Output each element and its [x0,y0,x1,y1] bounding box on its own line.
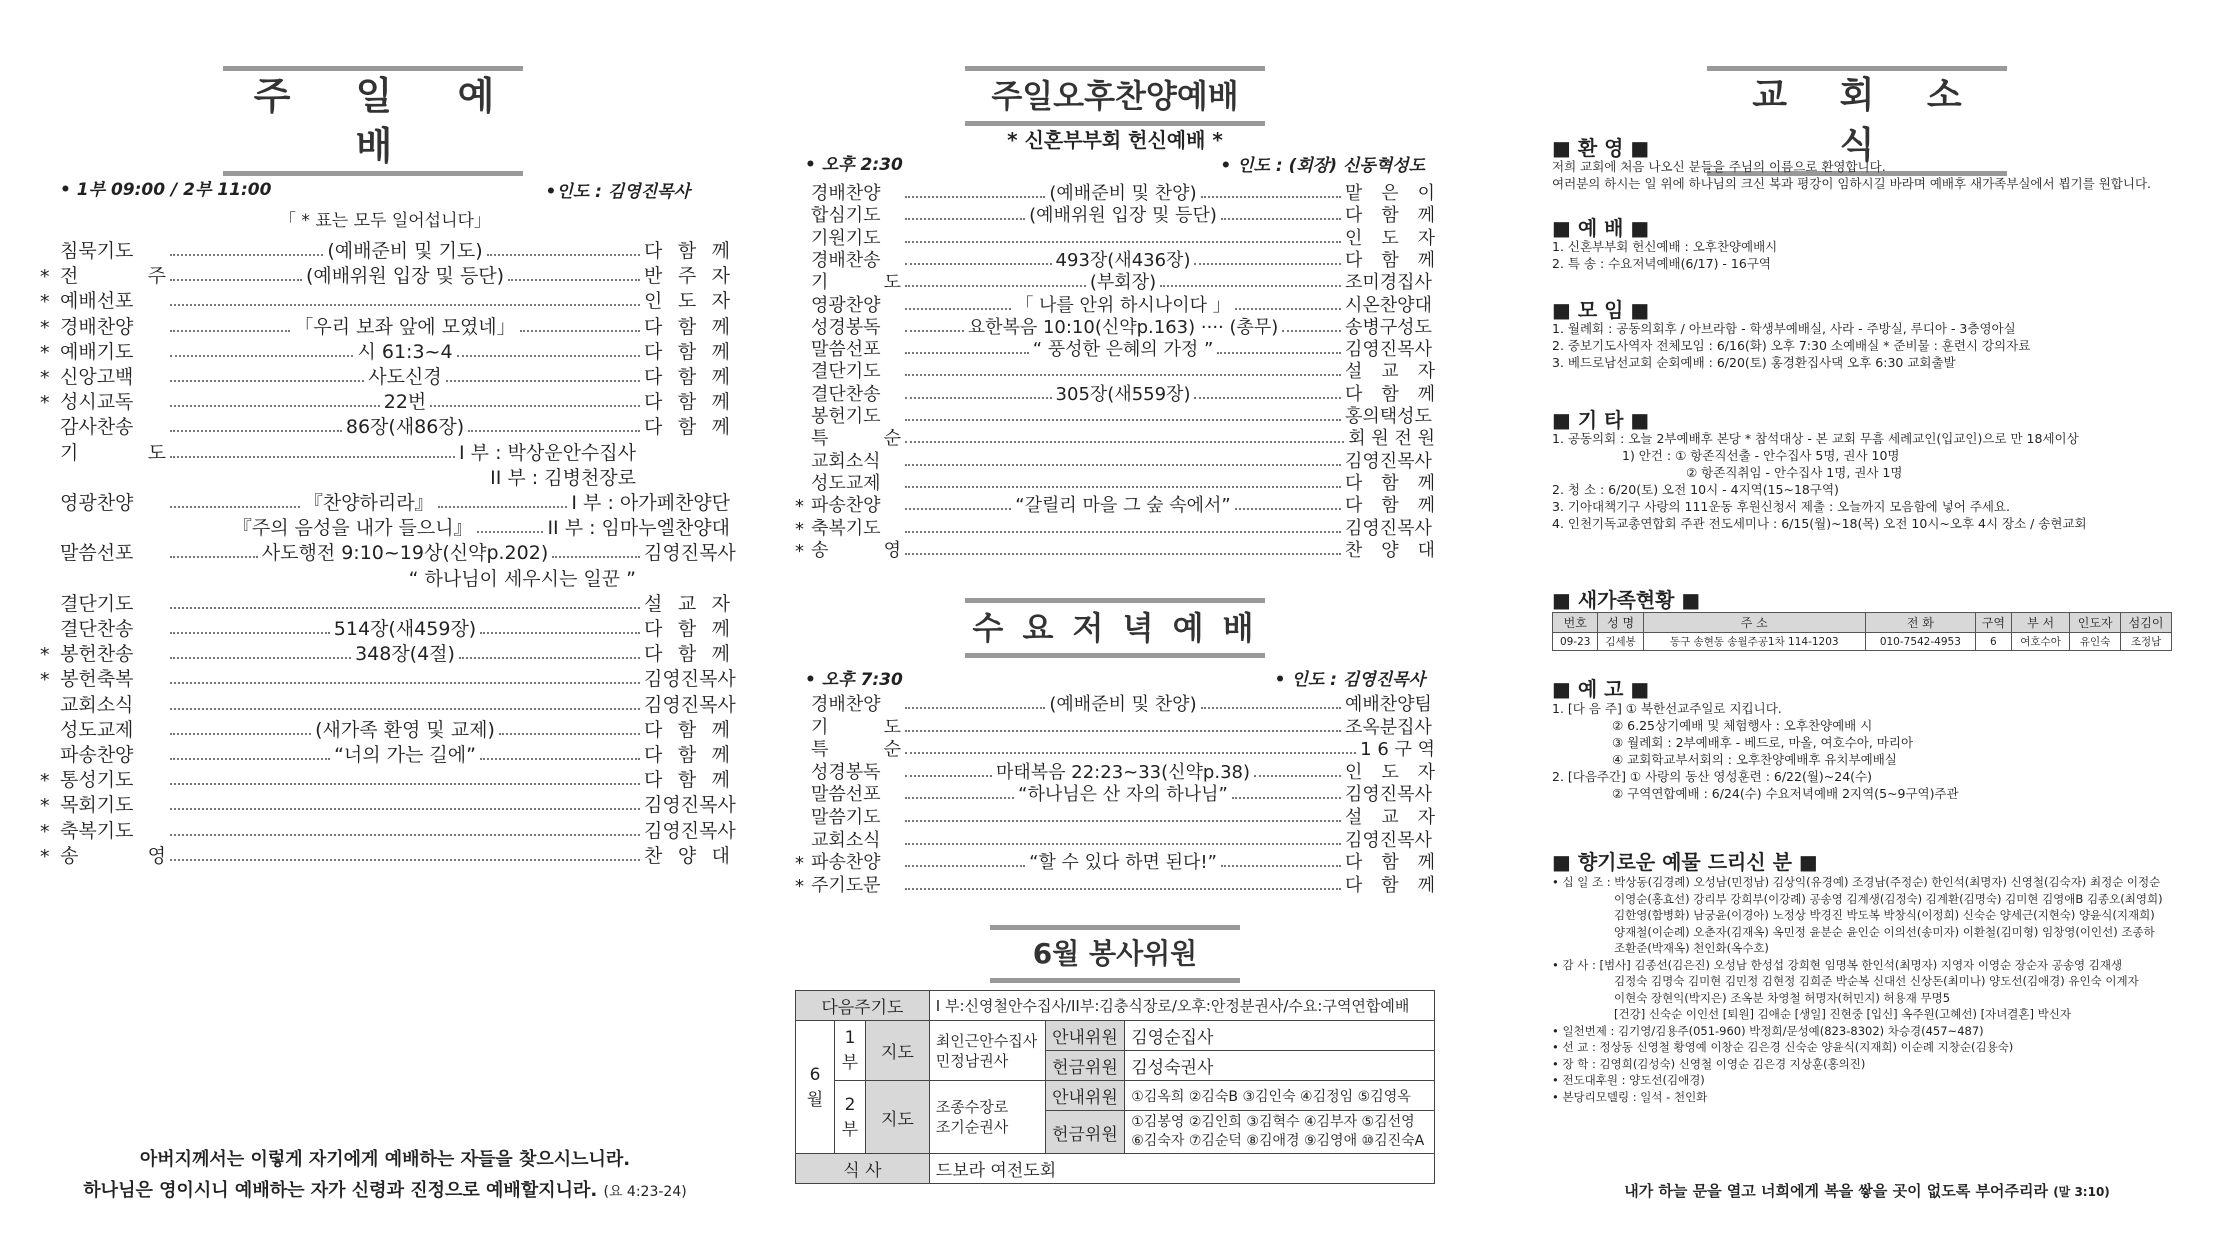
order-person: 송병구성도 [1345,316,1432,338]
order-row [40,260,730,288]
offering-line: • 전도대후원 : 양도선(김애경) [1552,1073,1705,1087]
order-content: 마태복음 22:23~33(신약p.38) [996,761,1251,783]
order-content: 「 나를 안위 하시나이다 」 [1015,294,1231,316]
worship-heading: ■ 예 배 ■ [1552,216,1650,240]
standing-mark: * [40,367,50,389]
order-person: 설 교 자 [1345,807,1435,828]
order-row [40,512,730,540]
order-label: 결단찬송 [60,618,134,640]
order-person: 설 교 자 [644,592,730,615]
order-person: 홍의택성도 [1345,406,1432,427]
standing-mark: * [40,266,50,289]
order-content: 요한복음 10:10(신약p.163) ···· (총무) [967,316,1279,338]
order-content: “ 하나님이 세우시는 일꾼 ” [408,567,636,590]
church-news-column [1552,0,2182,1240]
order-label: 기 도 [811,716,901,738]
offering-line: 양재철(이순례) 오춘자(김재옥) 옥민정 윤분순 윤인순 이의선(송미자) 이환철(김미형) 임창영(이인선) 조종하 [1614,924,2155,939]
offering-line: • 일천번제 : 김기영/김용주(051-960) 박정희/문성예(823-8302) 차승경(457~487) [1552,1023,1984,1038]
order-row [40,689,736,717]
order-person: 다 함 께 [644,391,730,414]
standing-mark: * [795,853,804,875]
order-person: 김영진목사 [644,668,736,691]
order-content: 사도행전 9:10~19상(신약p.202) [261,542,549,565]
order-label: 감사찬송 [60,416,134,439]
order-person: 김영진목사 [1345,784,1432,806]
order-person: 다 함 께 [644,240,731,262]
offering-line: 이현숙 장현익(박지은) 조옥분 차영철 허명자(허민지) 허용재 무명5 [1614,990,1951,1005]
order-content: 「우리 보좌 앞에 모였네」 [294,315,516,338]
order-row [40,437,730,465]
order-row [40,487,730,515]
order-row [795,540,1435,562]
order-content: 514장(새459장) [333,618,477,640]
order-person: 다 함 께 [1345,852,1436,874]
order-label: 기 도 [60,441,166,464]
offering-line: 이영순(홍효선) 강리부 강희부(이강례) 공송영 김계생(김정숙) 김계환(김명숙) 김미현 김영애B 김종오(최영희) [1614,891,2163,906]
order-content: 493장(새436장) [1055,249,1191,271]
order-content: (예배준비 및 찬양) [1049,183,1197,204]
offering-line: 김정숙 김명숙 김미현 김민정 김현정 김희준 박순복 신대선 신상돈(최미나) 양도선(김애경) 유인숙 이계자 [1614,974,2139,988]
order-label: 말씀선포 [811,339,881,361]
order-label: 교회소식 [811,829,881,851]
order-row [40,563,730,591]
standing-mark: * [40,644,50,667]
order-row [40,815,736,843]
order-row [40,411,730,439]
welcome-text: 저희 교회에 처음 나오신 분들을 주님의 이름으로 환영합니다. 여러분의 하시는 일 위에 하나님의 크신 복과 평강이 임하시길 바라며 예배후 새가족부실에서 뵙기를 원합니다. [1552,159,2152,191]
order-row [40,588,730,616]
order-content: 22번 [383,391,427,414]
order-content: 『찬양하리라』 [303,492,434,514]
meeting-text: 1. 월례회 : 공동의회후 / 아브라함 - 학생부예배실, 사라 - 주방실, 루디아 - 3층영아실 2. 중보기도사역자 전체모임 : 6/16(화) 오후 7:30 소예배실 * 준비물 : 훈련시 강의자료 3. 베드로남선교회 순회예배 : 6/20(토) 홍경환집사댁 오후 6:30 교회출발 [1552,321,2031,370]
order-label: 결단찬송 [811,383,881,405]
wednesday-time: • 오후 7:30 [805,670,903,690]
order-row [40,336,730,364]
notice-text: 1. [다 음 주] ① 북한선교주일로 지킵니다. ② 6.25상기예배 및 체험행사 : 오후찬양예배 시 ③ 월례회 : 2부예배후 - 베드로, 마올, 여호수아, 마리아 ④ 교회학교부서회의 : 오후찬양예배후 유치부예배실 2. [다음주간] ① 사랑의 동산 영성훈련 : 6/22(월)~24(수) ② 구역연합예배 : 6/24(수) 수요저녁예배 2지역(5~9구역)주관 [1552,701,1959,801]
order-person: 다 함 께 [644,744,731,766]
etc-heading: ■ 기 타 ■ [1552,408,1650,432]
order-row [40,311,730,339]
order-label: 목회기도 [60,794,134,817]
order-person: 김영진목사 [644,693,736,716]
offering-line: • 본당리모델링 : 일석 - 천인화 [1552,1089,1708,1104]
order-row [40,663,736,692]
order-person: 다 함 께 [644,340,731,363]
offering-line: 조환준(박재옥) 천인화(옥수호) [1614,941,1769,955]
order-label: 주기도문 [811,874,881,896]
order-content: “ 풍성한 은혜의 가정 ” [1032,339,1214,361]
order-row [40,285,730,313]
order-person: 다 함 께 [1345,249,1436,271]
afternoon-subtitle: * 신혼부부회 헌신예배 * [1007,128,1223,152]
order-person: 다 함 께 [1345,383,1436,405]
meeting-heading: ■ 모 임 ■ [1552,298,1650,322]
order-label: 결단기도 [60,592,134,615]
order-content: 『주의 음성을 내가 들으니』 [232,517,473,540]
order-label: 경배찬양 [811,694,881,715]
sunday-worship-title: 주 일 예 배 [223,66,523,176]
wednesday-worship-title: 수 요 저 녁 예 배 [965,598,1265,658]
order-person: 설 교 자 [1345,361,1435,383]
order-content: “할 수 있다 하면 된다!” [1029,852,1217,874]
offering-line: • 선 교 : 정상동 신영철 황영예 이창순 김은경 신숙순 양윤식(지재희) 이순례 지창순(김용숙) [1552,1040,2014,1054]
afternoon-leader: • 인도 : (회장) 신동혁성도 [1220,156,1425,176]
order-person: 조미경집사 [1345,272,1432,294]
order-person: 김영진목사 [644,542,736,565]
volunteers-table: 다음주기도 I 부:신영철안수집사/II부:김충식장로/오후:안정분권사/수요:구역연합예배 6월 1부 지도 최인근안수집사 민정남권사 안내위원 김영순집사 헌금위원 김성숙권사 2부 지도 조종수장로 조기순권사 안내위원 ①김옥희 ②김숙B ③김인숙 ④김정임 ⑤김영옥 헌금위원 ①김봉영 ②김인희 ③김혁수 ④김부자 ⑤김선영 ⑥김숙자 ⑦김순덕 ⑧김애경 ⑨김영애 ⑩김진숙A 식 사 드보라 여전도회 [795,990,1435,1184]
order-content: 305장(새559장) [1055,383,1191,405]
new-family-table: 번호 성 명 주 소 전 화 구역 부 서 인도자 섬김이 09-23 김세봉 동구 송현동 송월주공1차 114-1203 010-7542-4953 6 여호수아 유인숙 조정남 [1552,612,2172,651]
order-person: 김영진목사 [644,819,736,842]
order-label: 합심기도 [811,205,881,227]
order-label: 침묵기도 [60,240,134,262]
notice-heading: ■ 예 고 ■ [1552,677,1650,701]
order-row [40,840,730,868]
order-row [40,739,730,767]
malachi-verse: 내가 하늘 문을 열고 너희에게 복을 쌓을 곳이 없도록 부어주리라 (말 3:10) [1624,1182,2110,1200]
order-content: (예배위원 입장 및 등단) [305,265,505,288]
etc-text: 1. 공동의회 : 오늘 2부예배후 본당 * 참석대상 - 본 교회 무흠 세례교인(입교인)으로 만 18세이상 1) 안건 : ① 항존직선출 - 안수집사 5명, 권사 10명 ② 항존직취임 - 안수집사 1명, 권사 1명 2. 청 소 : 6/20(토) 오전 10시 - 4지역(15~18구역) 3. 기아대책기구 사랑의 111운동 후원신청서 제출 : 오늘까지 모음함에 넣어 주세요. 4. 인천기독교총연합회 주관 전도세미나 : 6/15(월)~18(목) 오전 10시~오후 4시 장소 / 송현교회 [1552,431,2087,531]
order-person: 인 도 자 [1345,761,1436,783]
order-content: “너의 가는 길에” [334,744,476,766]
service-leader: •인도 : 김영진목사 [545,182,690,202]
order-row [40,361,730,389]
order-person: 다 함 께 [1345,874,1435,896]
order-person: 맡 은 이 [1345,183,1435,204]
offering-line: • 감 사 : [범사] 김종선(김은진) 오성남 한성섭 강희현 임명복 한인석(최명자) 지영자 이영순 장순자 공송영 김재생 [1552,957,2123,972]
order-person: 다 함 께 [644,315,730,338]
order-row [40,714,730,742]
standing-mark: * [40,770,50,793]
order-person: 다 함 께 [644,618,731,640]
order-row [40,613,730,641]
order-content: (예배준비 및 기도) [327,240,483,262]
order-label: 교회소식 [811,450,881,472]
standing-mark: * [40,316,50,339]
order-label: 성도교제 [60,718,134,741]
new-family-heading: ■ 새가족현황 ■ [1552,588,1701,612]
order-person: 다 함 께 [1345,495,1436,517]
order-row [40,537,736,565]
order-person: 김영진목사 [644,794,736,817]
order-content: 사도신경 [368,366,442,388]
order-person: 다 함 께 [644,718,730,741]
stand-note: 「 * 표는 모두 일어섭니다」 [279,211,491,231]
order-row [40,386,730,414]
order-label: 경배찬양 [60,315,134,338]
order-content: 348장(4절) [355,643,455,666]
order-person: 1 6 구 역 [1360,739,1435,761]
verse-line-1: 아버지께서는 이렇게 자기에게 예배하는 자들을 찾으시느니라. [139,1149,631,1170]
standing-mark: * [40,795,50,818]
order-content: II 부 : 김병천장로 [490,466,636,489]
verse-line-2: 하나님은 영이시니 예배하는 자가 신령과 진정으로 예배할지니라. (요 4:23-24) [83,1180,687,1201]
order-label: 성시교독 [60,391,134,414]
order-row [40,638,730,666]
order-label: 봉헌기도 [811,406,881,427]
offering-line: • 장 학 : 김영희(김성숙) 신영철 이영순 김은경 지상훈(홍의진) [1552,1056,1866,1071]
order-label: 축복기도 [60,819,134,842]
order-person: 인 도 자 [1345,227,1435,249]
order-label: 예배기도 [60,340,134,363]
order-label: 전 주 [60,265,166,288]
order-label: 교회소식 [60,693,134,716]
order-person: 조옥분집사 [1345,716,1432,738]
standing-mark: * [795,540,804,562]
order-person: 예배찬양팀 [1345,694,1432,715]
welcome-heading: ■ 환 영 ■ [1552,136,1650,160]
order-label: 특 순 [811,739,901,761]
standing-mark: * [795,496,804,518]
order-label: 봉헌찬송 [60,643,134,666]
service-time: • 1부 09:00 / 2부 11:00 [60,180,272,200]
standing-mark: * [40,669,50,692]
order-person: 다 함 께 [644,643,731,666]
order-person: II 부 : 임마누엘찬양대 [547,517,731,540]
order-person: 반 주 자 [644,265,731,288]
order-label: 기 도 [811,272,901,294]
order-content: (예배위원 입장 및 등단) [1029,205,1217,227]
order-label: 영광찬양 [811,294,881,316]
order-content: I 부 : 박상운안수집사 [459,441,636,464]
order-person: 다 함 께 [644,366,731,388]
order-label: 송 영 [60,844,166,867]
offering-line: • 십 일 조 : 박상동(김경례) 오성남(민정남) 김상익(유경예) 조경남(주정순) 한인석(최명자) 신영철(김숙자) 최정순 이정순 [1552,875,2161,889]
order-person: 다 함 께 [1345,472,1435,494]
worship-text: 1. 신혼부부회 헌신예배 : 오후찬양예배시 2. 특 송 : 수요저녁예배(6/17) - 16구역 [1552,239,1778,271]
offering-list [1552,874,2163,1105]
order-label: 특 순 [811,428,901,450]
order-label: 경배찬송 [811,249,881,271]
order-label: 파송찬양 [60,744,134,766]
order-person: 다 함 께 [644,416,730,439]
standing-mark: * [795,518,804,540]
order-row [795,875,1435,897]
order-person: 찬 양 대 [1345,539,1435,561]
standing-mark: * [40,845,50,868]
order-label: 축복기도 [811,517,881,539]
order-label: 말씀선포 [811,784,881,806]
order-label: 결단기도 [811,361,881,383]
order-content: “하나님은 산 자의 하나님” [1018,784,1228,806]
offering-heading: ■ 향기로운 예물 드리신 분 ■ [1552,850,1818,874]
order-label: 영광찬양 [60,492,134,514]
order-label: 성도교제 [811,472,881,494]
order-label: 통성기도 [60,769,134,792]
order-person: 김영진목사 [1345,450,1432,472]
order-person: 찬 양 대 [644,844,730,867]
standing-mark: * [40,291,50,314]
order-person: 김영진목사 [1345,339,1432,361]
order-person: 김영진목사 [1345,517,1432,539]
order-content: (부회장) [1089,272,1157,294]
order-label: 기원기도 [811,227,881,249]
order-label: 말씀선포 [60,542,134,565]
order-row [40,789,736,818]
wednesday-leader: • 인도 : 김영진목사 [1274,670,1425,690]
afternoon-time: • 오후 2:30 [805,155,903,175]
order-person: 회 원 전 원 [1348,428,1435,450]
order-label: 파송찬양 [811,852,881,874]
order-person: 다 함 께 [644,769,730,792]
standing-mark: * [40,820,50,843]
order-person: I 부 : 아가페찬양단 [571,492,731,514]
order-row [40,235,730,263]
standing-mark: * [40,341,50,364]
afternoon-worship-title: 주일오후찬양예배 [965,66,1265,126]
order-label: 경배찬양 [811,183,881,204]
order-row [40,462,730,490]
order-label: 성경봉독 [811,761,881,783]
order-label: 신앙고백 [60,366,134,388]
order-label: 봉헌축복 [60,668,134,691]
order-label: 성경봉독 [811,316,881,338]
order-row [40,764,730,792]
order-content: (예배준비 및 찬양) [1049,694,1197,715]
offering-line: 김한영(함병화) 남궁윤(이경아) 노정상 박경진 박도복 박창식(이정희) 신숙순 양세근(지현숙) 양윤식(지재희) [1614,908,2155,922]
order-label: 예배선포 [60,290,134,313]
order-person: 시온찬양대 [1345,294,1432,316]
offering-line: [건강] 신숙순 이인선 [퇴원] 김애순 [생일] 진현중 [입신] 옥주원(고혜선) [자녀결혼] 박신자 [1614,1007,2071,1021]
order-label: 파송찬양 [811,495,881,517]
order-content: 시 61:3~4 [357,340,453,363]
church-news-title: 교 회 소 식 [1707,66,2007,176]
order-label: 송 영 [811,539,901,561]
order-person: 다 함 께 [1345,205,1436,227]
order-label: 말씀기도 [811,807,881,828]
afternoon-worship-column [795,0,1435,1240]
order-content: (새가족 환영 및 교제) [315,718,495,741]
order-person: 인 도 자 [644,290,730,313]
order-content: “갈릴리 마을 그 숲 속에서” [1015,495,1231,517]
standing-mark: * [795,875,804,897]
verse-ref: (요 4:23-24) [603,1184,687,1200]
sunday-worship-column [40,0,736,1240]
service-volunteers-title: 6월 봉사위원 [990,925,1240,983]
standing-mark: * [40,392,50,415]
order-person: 김영진목사 [1345,829,1432,851]
order-content: 86장(새86장) [345,416,465,439]
